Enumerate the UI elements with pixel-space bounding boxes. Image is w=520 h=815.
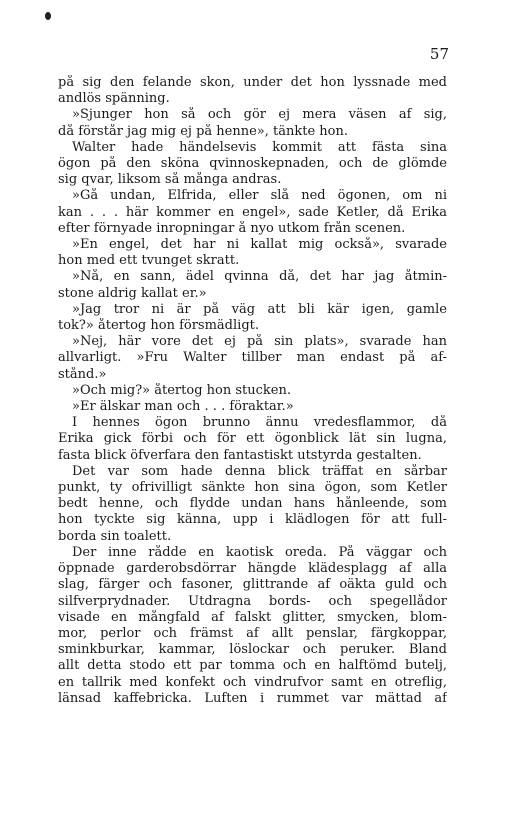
text-line: silfverprydnader. Utdragna bords- och spegellådor	[58, 593, 447, 609]
text-line: kan . . . här kommer en engel», sade Ketler, då Erika	[58, 204, 447, 220]
text-line: då förstår jag mig ej på henne», tänkte hon.	[58, 123, 348, 139]
body-text	[58, 75, 447, 707]
text-line: ögon på den sköna qvinnoskepnaden, och de glömde	[58, 156, 447, 172]
text-line: stone aldrig kallat er.»	[58, 285, 207, 301]
text-line: allvarligt. »Fru Walter tillber man endast på af-	[58, 350, 447, 366]
text-line: »Nå, en sann, ädel qvinna då, det har jag åtmin-	[72, 269, 447, 285]
text-line: hon tyckte sig känna, upp i klädlogen för att full-	[58, 512, 447, 528]
text-line: Der inne rådde en kaotisk oreda. På väggar och	[72, 544, 447, 560]
text-line: hon med ett tvunget skratt.	[58, 253, 240, 269]
page-number: 57	[429, 45, 449, 63]
text-line: visade en mångfald af falskt glitter, smycken, blom-	[58, 609, 447, 625]
text-line: »Och mig?» återtog hon stucken.	[72, 382, 291, 398]
text-line: »Gå undan, Elfrida, eller slå ned ögonen, om ni	[72, 188, 447, 204]
text-line: stånd.»	[58, 366, 107, 382]
text-line: efter förnyade inropningar å nyo utkom från scenen.	[58, 220, 406, 236]
text-line: »Sjunger hon så och gör ej mera väsen af sig,	[72, 107, 447, 123]
text-line: punkt, ty ofrivilligt sänkte hon sina ögon, som Ketler	[58, 480, 447, 496]
text-line: Walter hade händelsevis kommit att fästa sina	[72, 139, 447, 155]
text-line: sig qvar, liksom så många andras.	[58, 172, 282, 188]
text-line: allt detta stodo ett par tomma och en halftömd butelj,	[58, 658, 447, 674]
text-line: sminkburkar, kammar, löslockar och peruker. Bland	[58, 642, 447, 658]
text-line: I hennes ögon brunno ännu vredesflammor, då	[72, 415, 447, 431]
text-line: en tallrik med konfekt och vindrufvor samt en otreflig,	[58, 674, 447, 690]
text-line: på sig den felande skon, under det hon lyssnade med	[58, 75, 447, 90]
text-line: »Er älskar man och . . . föraktar.»	[72, 399, 294, 415]
text-line: mor, perlor och främst af allt penslar, färgkoppar,	[58, 625, 447, 641]
ink-speck	[45, 12, 51, 20]
text-line: borda sin toalett.	[58, 528, 172, 544]
text-line: andlös spänning.	[58, 91, 170, 107]
text-line: länsad kaffebricka. Luften i rummet var mättad af	[58, 690, 447, 706]
text-line: Erika gick förbi och för ett ögonblick lät sin lugna,	[58, 431, 447, 447]
text-line: »En engel, det har ni kallat mig också», svarade	[72, 237, 447, 253]
text-line: »Jag tror ni är på väg att bli kär igen, gamle	[72, 301, 447, 317]
text-line: tok?» återtog hon försmädligt.	[58, 318, 259, 334]
text-line: slag, färger och fasoner, glittrande af oäkta guld och	[58, 577, 447, 593]
text-line: öppnade garderobsdörrar hängde klädesplagg af alla	[58, 561, 447, 577]
text-line: »Nej, här vore det ej på sin plats», svarade han	[72, 334, 447, 350]
text-line: bedt henne, och flydde undan hans hånleende, som	[58, 496, 447, 512]
text-line: Det var som hade denna blick träffat en sårbar	[72, 463, 447, 479]
text-line: fasta blick öfverfara den fantastiskt utstyrda gestalten.	[58, 447, 422, 463]
